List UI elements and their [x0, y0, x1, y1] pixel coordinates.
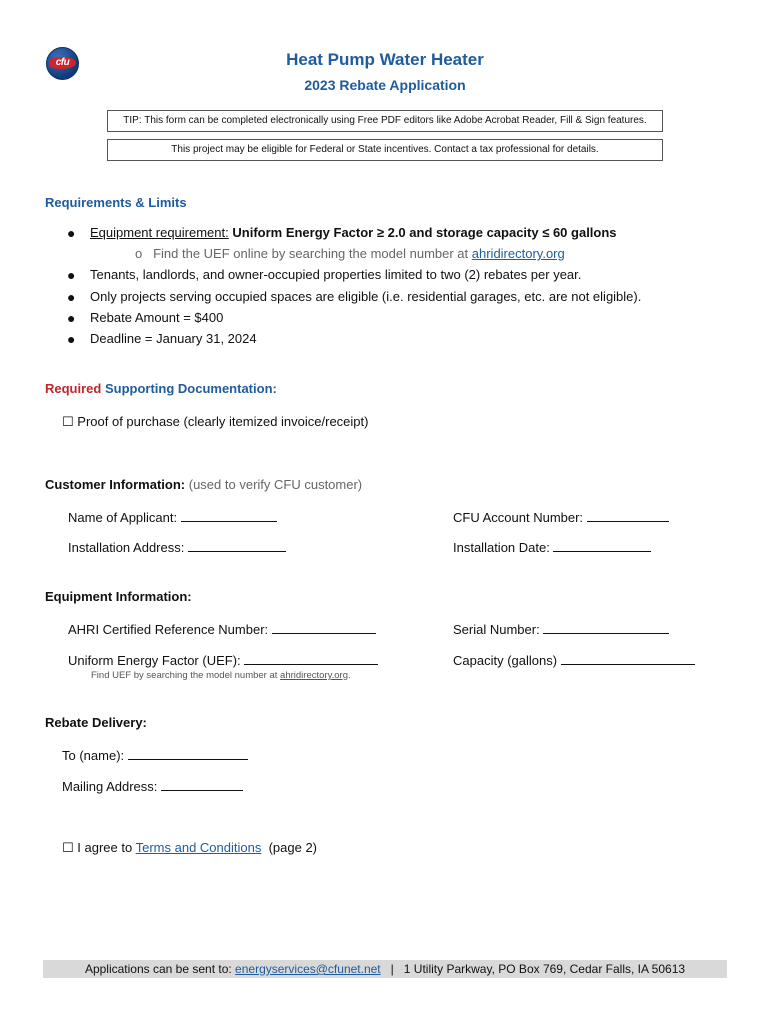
uef-hint-end: .: [347, 670, 351, 681]
requirements-heading: Requirements & Limits: [45, 195, 187, 210]
capacity-field[interactable]: [561, 651, 695, 665]
install-date-label: Installation Date:: [453, 540, 550, 555]
footer-separator: |: [390, 962, 394, 976]
uef-label: Uniform Energy Factor (UEF):: [68, 653, 241, 668]
agree-row[interactable]: [62, 840, 317, 856]
bullet-icon: ●: [67, 289, 76, 305]
capacity-label: Capacity (gallons): [453, 653, 558, 668]
install-date-row: [453, 538, 651, 555]
sub-marker: o: [135, 246, 143, 261]
applicant-name-label: Name of Applicant:: [68, 510, 178, 525]
proof-of-purchase-row[interactable]: [62, 414, 368, 430]
ahri-field[interactable]: [272, 620, 376, 634]
requirement-tenants: Tenants, landlords, and owner-occupied properties limited to two (2) rebates per year.: [90, 267, 582, 282]
applicant-name-row: [68, 508, 277, 525]
uef-hint-link[interactable]: ahridirectory.org: [280, 670, 348, 681]
mailing-address-label: Mailing Address:: [62, 779, 158, 794]
account-number-label: CFU Account Number:: [453, 510, 584, 525]
equipment-heading: Equipment Information:: [45, 589, 192, 604]
mailing-address-row: [62, 777, 243, 794]
requirement-sub-item: [135, 246, 565, 261]
footer-email-link[interactable]: energyservices@cfunet.net: [235, 962, 381, 976]
terms-link[interactable]: Terms and Conditions: [135, 840, 262, 855]
bullet-icon: ●: [67, 331, 76, 347]
install-address-row: [68, 538, 286, 555]
account-number-row: [453, 508, 669, 525]
customer-title: Customer Information:: [45, 477, 186, 492]
uef-field[interactable]: [244, 651, 378, 665]
ahri-label: AHRI Certified Reference Number:: [68, 622, 269, 637]
requirement-equipment-spec: Uniform Energy Factor ≥ 2.0 and storage capacity ≤ 60 gallons: [232, 225, 617, 240]
requirement-deadline: Deadline = January 31, 2024: [90, 331, 257, 346]
page-subtitle: 2023 Rebate Application: [304, 77, 466, 93]
agree-suffix: (page 2): [268, 840, 317, 855]
agree-text: I agree to: [77, 840, 133, 855]
capacity-row: [453, 651, 695, 668]
applicant-name-field[interactable]: [181, 508, 277, 522]
tip-box: TIP: This form can be completed electronically using Free PDF editors like Adobe Acrobat Reader, Fill & Sign features.: [107, 110, 663, 132]
delivery-heading: Rebate Delivery:: [45, 715, 147, 730]
footer-bar: [43, 960, 727, 978]
install-address-label: Installation Address:: [68, 540, 185, 555]
logo-text: cfu: [55, 57, 70, 68]
sub-text: Find the UEF online by searching the model number at: [153, 246, 469, 261]
bullet-icon: ●: [67, 225, 76, 241]
to-name-row: [62, 746, 248, 763]
footer-prefix: Applications can be sent to:: [84, 962, 232, 976]
requirement-amount: Rebate Amount = $400: [90, 310, 224, 325]
uef-row: [68, 651, 378, 668]
install-address-field[interactable]: [188, 538, 286, 552]
agree-checkbox[interactable]: ☐: [62, 840, 74, 855]
requirement-equipment: [90, 225, 617, 240]
customer-note: (used to verify CFU customer): [188, 477, 363, 492]
supporting-required: Required: [45, 381, 102, 396]
to-name-field[interactable]: [128, 746, 248, 760]
bullet-icon: ●: [67, 310, 76, 326]
ahri-row: [68, 620, 376, 637]
serial-row: [453, 620, 669, 637]
page-title: Heat Pump Water Heater: [286, 50, 484, 69]
uef-hint: [91, 670, 351, 681]
to-name-label: To (name):: [62, 748, 125, 763]
supporting-heading: [45, 381, 277, 396]
install-date-field[interactable]: [553, 538, 651, 552]
account-number-field[interactable]: [587, 508, 669, 522]
requirement-equipment-prefix: Equipment requirement:: [90, 225, 229, 240]
requirement-occupied: Only projects serving occupied spaces are eligible (i.e. residential garages, etc. are not eligible).: [90, 289, 642, 304]
supporting-title: Supporting Documentation:: [104, 381, 277, 396]
uef-hint-text: Find UEF by searching the model number at: [91, 670, 278, 681]
mailing-address-field[interactable]: [161, 777, 243, 791]
ahridirectory-link[interactable]: ahridirectory.org: [471, 246, 565, 261]
bullet-icon: ●: [67, 267, 76, 283]
proof-of-purchase-label: Proof of purchase (clearly itemized invoice/receipt): [77, 414, 369, 429]
serial-field[interactable]: [543, 620, 669, 634]
customer-heading: [45, 477, 362, 492]
notice-box: This project may be eligible for Federal or State incentives. Contact a tax professional for details.: [107, 139, 663, 161]
serial-label: Serial Number:: [453, 622, 540, 637]
proof-of-purchase-checkbox[interactable]: ☐: [62, 414, 74, 429]
footer-address: 1 Utility Parkway, PO Box 769, Cedar Falls, IA 50613: [403, 962, 686, 976]
